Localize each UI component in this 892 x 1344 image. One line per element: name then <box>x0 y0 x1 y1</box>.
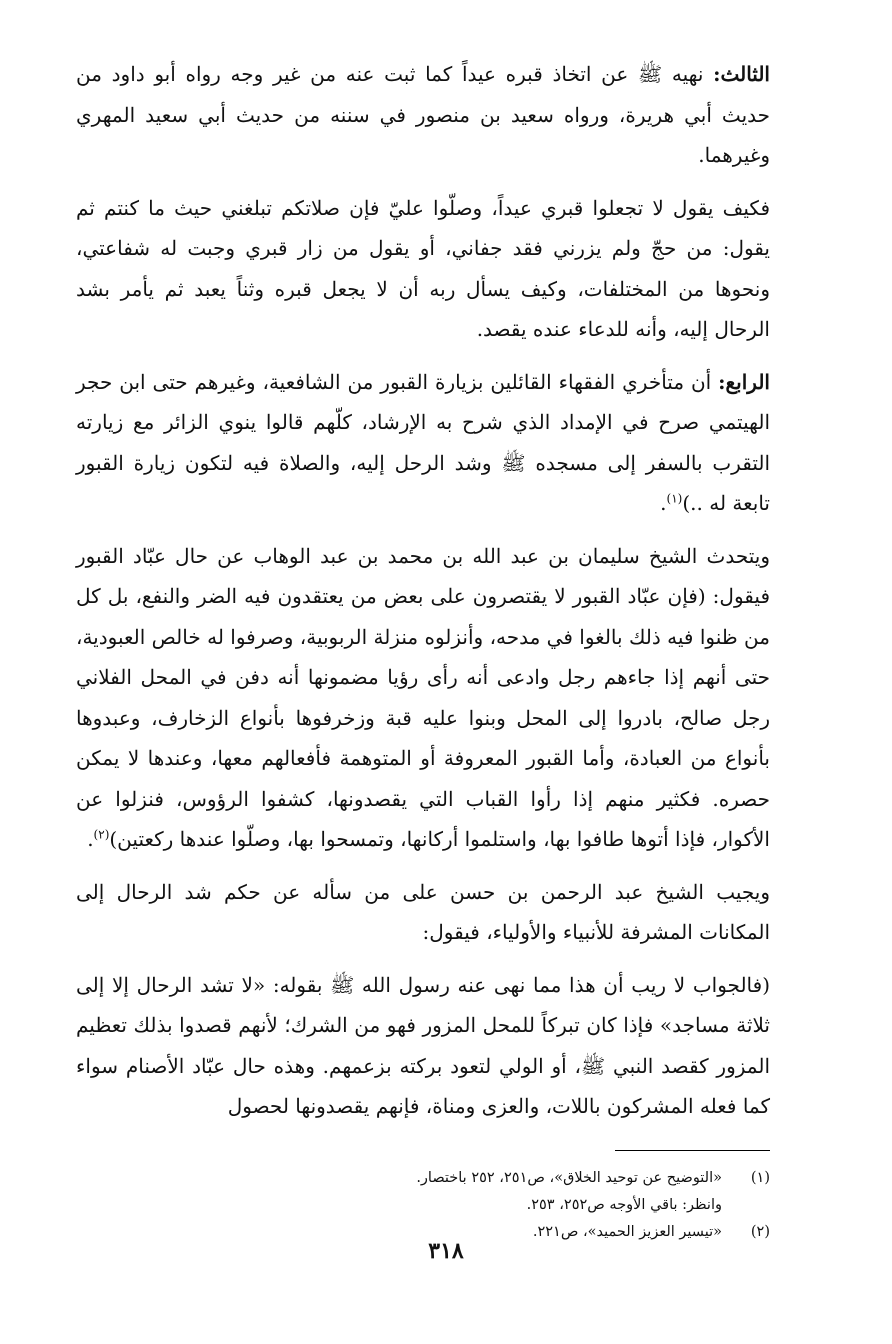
paragraph-text: ويتحدث الشيخ سليمان بن عبد الله بن محمد بن عبد الوهاب عن حال عبّاد القبور فيقول: (فإن عبّاد القبور لا يقتصرون على بعض من يعتقدون فيه الضر والنفع، بل كل من ظنوا فيه ذلك بالغوا في مدحه، وأنزلوه منزلة الربوبية، وصرفوا له خالص العبودية، حتى أنهم إذا جاءهم رجل وادعى أنه رأى رؤيا مضمونها أنه دفن في المحل الفلاني رجل صالح، بادروا إلى المحل وبنوا عليه قبة وزخرفوها بأنواع الزخارف، وعبدوها بأنواع من العبادة، وأما القبور المعروفة أو المتوهمة فأفعالهم معها، وعندها لا يمكن حصره. فكثير منهم إذا رأوا القباب التي يقصدونها، كشفوا الرؤوس، فنزلوا عن الأكوار، فإذا أتوها طافوا بها، واستلموا أركانها، وتمسحوا بها، وصلّوا عندها ركعتين) <box>76 543 770 851</box>
paragraph-lead: الثالث: <box>713 62 770 86</box>
paragraph-text: أن متأخري الفقهاء القائلين بزيارة القبور من الشافعية، وغيرهم حتى ابن حجر الهيتمي صرح في الإمداد الذي شرح به الإرشاد، كلّهم قالوا ينوي الزائر مع زيارته التقرب بالسفر إلى مسجده ﷺ وشد الرحل إليه، والصلاة فيه لتكون زيارة القبور تابعة له ..) <box>76 369 770 515</box>
footnote-text: «تيسير العزيز الحميد»، ص٢٢١. <box>532 1223 722 1240</box>
footnote-1-continued <box>76 1192 770 1219</box>
footnote-number: (١) <box>750 1169 770 1186</box>
paragraph-text: ويجيب الشيخ عبد الرحمن بن حسن على من سأله عن حكم شد الرحال إلى المكانات المشرفة للأنبياء والأولياء، فيقول: <box>76 879 770 944</box>
paragraph-tail: . <box>660 491 667 515</box>
footnote-ref-1[interactable]: (١) <box>666 491 683 506</box>
paragraph-abdulrahman-intro <box>76 872 770 953</box>
paragraph-answer <box>76 965 770 1127</box>
paragraph-fourth-point <box>76 362 770 524</box>
paragraph-lead: الرابع: <box>718 369 770 394</box>
paragraph-text: نهيه ﷺ عن اتخاذ قبره عيداً كما ثبت عنه من غير وجه رواه أبو داود من حديث أبي هريرة، ورواه سعيد بن منصور في سننه من حديث أبي سعيد المهري وغيرهما. <box>76 62 770 167</box>
paragraph-text: (فالجواب لا ريب أن هذا مما نهى عنه رسول الله ﷺ بقوله: «لا تشد الرحال إلا إلى ثلاثة مساجد» فإذا كان تبركاً للمحل المزور فهو من الشرك؛ لأنهم قصدوا بذلك تعظيم المزور كقصد النبي ﷺ، أو الولي لتعود بركته بزعمهم. وهذه حال عبّاد الأصنام سواء كما فعله المشركون باللات، والعزى ومناة، فإنهم يقصدونها لحصول <box>76 972 770 1118</box>
footnote-ref-2[interactable]: (٢) <box>93 827 110 842</box>
paragraph-rebuttal <box>76 188 770 350</box>
paragraph-sulayman-quote <box>76 536 770 860</box>
footnote-text: «التوضيح عن توحيد الخلاق»، ص٢٥١، ٢٥٢ باختصار. <box>416 1169 722 1186</box>
paragraph-tail: . <box>87 827 94 851</box>
paragraph-text: فكيف يقول لا تجعلوا قبري عيداً، وصلّوا عليّ فإن صلاتكم تبلغني حيث ما كنتم ثم يقول: من حجّ ولم يزرني فقد جفاني، أو يقول من زار قبري وجبت له شفاعتي، ونحوها من المختلفات، وكيف يسأل ربه أن لا يجعل قبره وثناً يعبد ثم يأمر بشد الرحال إليه، وأنه للدعاء عنده يقصد. <box>76 195 770 341</box>
footnote-text: وانظر: باقي الأوجه ص٢٥٢، ٢٥٣. <box>526 1196 722 1213</box>
footnote-divider <box>615 1150 770 1151</box>
page-number: ٣١٨ <box>428 1238 464 1264</box>
footnote-number: (٢) <box>750 1223 770 1240</box>
main-text <box>76 54 770 1127</box>
footnote-1 <box>76 1165 770 1192</box>
footnotes <box>76 1165 770 1246</box>
paragraph-third-point <box>76 54 770 176</box>
